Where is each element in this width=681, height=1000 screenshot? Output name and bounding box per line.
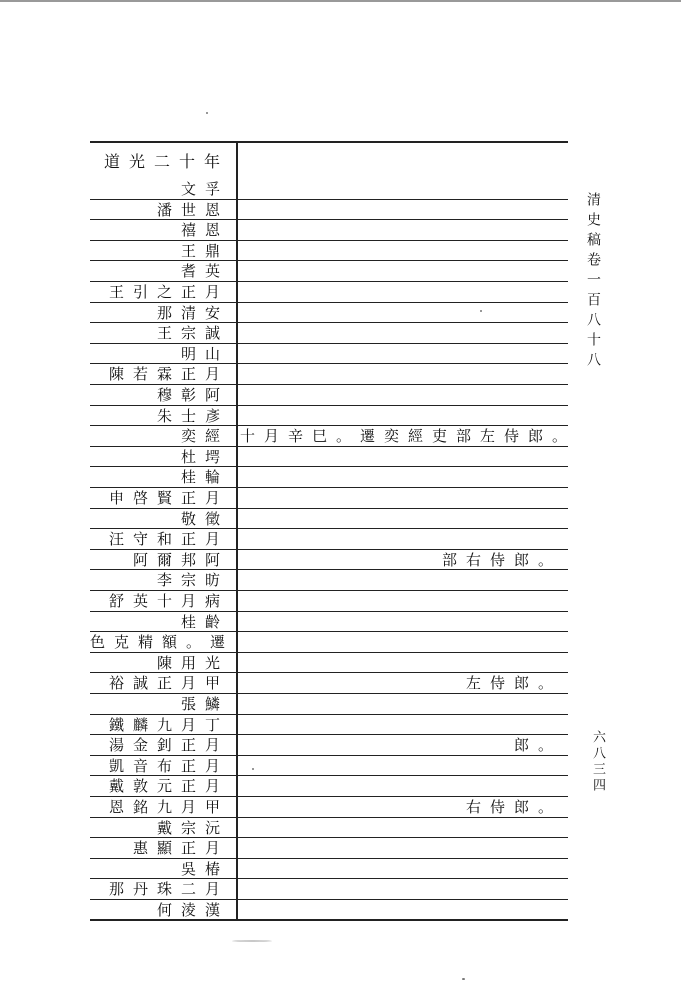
table-row (90, 900, 568, 921)
official-roster-table (90, 141, 577, 921)
appointment-record (240, 859, 562, 880)
appointment-record (240, 879, 562, 900)
appointment-record: 部右侍郎。 (441, 550, 562, 569)
table-row (90, 488, 568, 509)
appointment-record (240, 756, 562, 777)
table-row (90, 426, 577, 447)
appointment-record: 左侍郎。 (465, 674, 562, 693)
appointment-record (240, 385, 562, 406)
table-row (90, 632, 568, 653)
appointment-record (240, 900, 562, 921)
appointment-record (240, 303, 562, 324)
appointment-record (240, 241, 562, 262)
appointment-record (240, 261, 562, 282)
table-row (90, 591, 568, 612)
table-row (90, 570, 568, 591)
official-name: 申啓賢正月 (108, 489, 229, 507)
official-name: 裕誠正月甲 (108, 674, 229, 693)
table-row (90, 673, 568, 694)
official-name: 桂齡 (180, 612, 229, 631)
appointment-record (240, 632, 562, 653)
table-row (90, 838, 568, 859)
appointment-record (240, 447, 562, 468)
official-name: 王宗誠 (156, 324, 229, 343)
official-name: 杜堮 (180, 447, 229, 466)
appointment-record (240, 282, 562, 303)
appointment-record (240, 323, 562, 344)
official-name: 穆彰阿 (156, 386, 229, 404)
table-row (90, 529, 568, 550)
scan-speck (206, 112, 208, 114)
official-name: 張鱗 (180, 695, 229, 713)
official-name: 敬徵 (180, 509, 229, 528)
official-name: 明山 (180, 344, 229, 363)
official-name: 戴宗沅 (156, 818, 229, 837)
table-row (90, 612, 568, 633)
appointment-record (240, 467, 562, 488)
official-name: 潘世恩 (156, 200, 229, 219)
appointment-record (240, 179, 562, 200)
appointment-record (240, 220, 562, 241)
row-rule (90, 920, 568, 921)
table-top-rule (90, 141, 568, 143)
table-row (90, 735, 568, 756)
appointment-record: 十月辛巳。遷奕經吏部左侍郎。 (240, 427, 577, 446)
appointment-record (240, 529, 562, 550)
official-name: 陳若霖正月 (108, 365, 229, 384)
appointment-record (240, 344, 562, 365)
official-name: 那清安 (156, 303, 229, 322)
official-name: 戴敦元正月 (108, 777, 229, 796)
appointment-record (240, 612, 562, 633)
appointment-record (240, 694, 562, 715)
reign-header-row (90, 145, 568, 179)
table-row (90, 879, 568, 900)
table-row (90, 653, 568, 674)
table-row (90, 220, 568, 241)
table-row (90, 385, 568, 406)
appointment-record (240, 364, 562, 385)
official-name: 禧恩 (180, 221, 229, 240)
scan-speck (480, 310, 482, 312)
official-name: 鐵麟九月丁 (108, 715, 229, 734)
appointment-record (240, 200, 562, 221)
official-name: 湯金釗正月 (108, 736, 229, 755)
appointment-record (240, 406, 562, 427)
table-row (90, 241, 568, 262)
scan-smudge (232, 940, 272, 942)
table-row (90, 818, 568, 839)
official-name: 桂輪 (180, 468, 229, 487)
official-name: 何淩漢 (156, 901, 229, 919)
table-row (90, 303, 568, 324)
scan-speck (252, 768, 254, 770)
official-name: 恩銘九月甲 (108, 798, 229, 816)
table-row (90, 509, 568, 530)
official-name: 王鼎 (180, 241, 229, 260)
table-row (90, 406, 568, 427)
official-name: 色克精額。遷 (90, 633, 235, 652)
table-row (90, 323, 568, 344)
table-row (90, 261, 568, 282)
page-number: 六八三四 (590, 730, 605, 794)
official-name: 陳用光 (156, 653, 229, 672)
scan-top-edge (0, 0, 681, 2)
official-name: 汪守和正月 (108, 530, 229, 549)
table-row (90, 282, 568, 303)
appointment-record (240, 570, 562, 591)
reign-year: 道光二十年 (103, 152, 229, 171)
official-name: 奕經 (180, 427, 229, 446)
official-name: 李宗昉 (156, 571, 229, 590)
scan-speck (462, 978, 465, 980)
appointment-record: 右侍郎。 (465, 798, 562, 816)
table-row (90, 756, 568, 777)
table-row (90, 447, 568, 468)
official-name: 舒英十月病 (108, 592, 229, 610)
table-row (90, 715, 568, 736)
appointment-record (240, 818, 562, 839)
table-row (90, 694, 568, 715)
official-name: 那丹珠二月 (108, 880, 229, 899)
official-name: 朱士彥 (156, 406, 229, 425)
official-name: 王引之正月 (108, 283, 229, 301)
table-row (90, 467, 568, 488)
official-name: 耆英 (180, 262, 229, 281)
official-name: 惠顯正月 (132, 839, 229, 858)
table-row (90, 364, 568, 385)
appointment-record (240, 838, 562, 859)
official-name: 阿爾邦阿 (132, 550, 229, 569)
appointment-record (240, 715, 562, 736)
table-row (90, 179, 568, 200)
appointment-record (240, 509, 562, 530)
table-row (90, 776, 568, 797)
volume-title: 清史稿卷一百八十八 (585, 192, 601, 372)
appointment-record (240, 488, 562, 509)
official-name: 凱音布正月 (108, 756, 229, 775)
appointment-record (240, 653, 562, 674)
table-row (90, 344, 568, 365)
appointment-record (240, 591, 562, 612)
table-row (90, 200, 568, 221)
official-name: 文孚 (180, 180, 229, 198)
table-row (90, 550, 568, 571)
appointment-record: 郎。 (513, 736, 562, 755)
appointment-record (240, 776, 562, 797)
table-row (90, 859, 568, 880)
official-name: 吳椿 (180, 859, 229, 878)
table-row (90, 797, 568, 818)
